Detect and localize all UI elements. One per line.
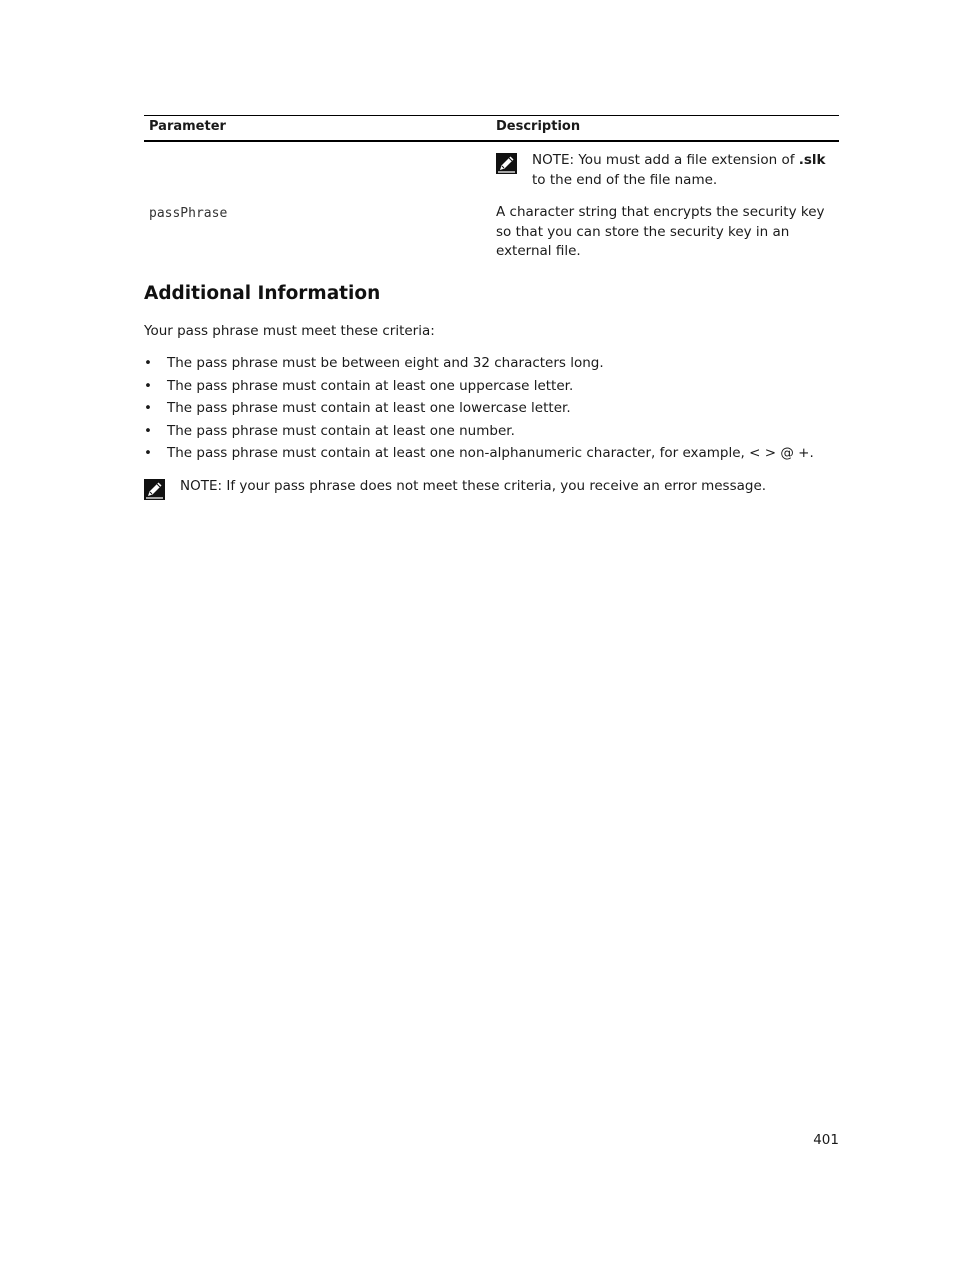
parameter-name: passPhrase: [149, 206, 228, 221]
list-item: [144, 444, 839, 467]
note-label: NOTE:: [532, 152, 575, 168]
criteria-text: The pass phrase must contain at least one lowercase letter.: [167, 400, 571, 416]
note-text-before: You must add a file extension of: [574, 152, 799, 168]
section-note-text: [180, 477, 830, 497]
bullet: •: [144, 422, 152, 439]
table-note-text: [532, 151, 839, 190]
bullet: •: [144, 400, 152, 416]
list-item: [144, 354, 839, 377]
parameter-description: A character string that encrypts the security key so that you can store the security key in an external file.: [496, 204, 825, 259]
criteria-text: The pass phrase must contain at least one non-alphanumeric character, for example, < > @ +.: [167, 445, 814, 461]
note-text-after: to the end of the file name.: [532, 171, 718, 188]
note-body: If your pass phrase does not meet these criteria, you receive an error message.: [222, 478, 767, 494]
bullet: •: [144, 445, 152, 461]
table-top-rule: [144, 115, 839, 116]
criteria-text: The pass phrase must contain at least one uppercase letter.: [167, 377, 574, 394]
list-item: [144, 399, 839, 422]
bullet: •: [144, 355, 152, 371]
list-item: [144, 422, 839, 445]
section-title: Additional Information: [144, 283, 381, 304]
bullet: •: [144, 377, 152, 394]
section-intro: Your pass phrase must meet these criteria:: [144, 323, 435, 339]
table-header-parameter: Parameter: [149, 119, 226, 134]
page-number: 401: [813, 1132, 839, 1148]
list-item: [144, 377, 839, 400]
pencil-note-icon: [496, 153, 517, 174]
note-label: NOTE:: [180, 478, 223, 494]
table-header-description: Description: [496, 119, 581, 134]
note-emphasis-extension: .slk: [798, 152, 826, 168]
pencil-note-icon: [144, 479, 165, 500]
criteria-list: [144, 354, 839, 467]
criteria-text: The pass phrase must be between eight and 32 characters long.: [167, 355, 604, 371]
table-header-rule: [144, 140, 839, 142]
criteria-text: The pass phrase must contain at least one number.: [167, 422, 515, 439]
